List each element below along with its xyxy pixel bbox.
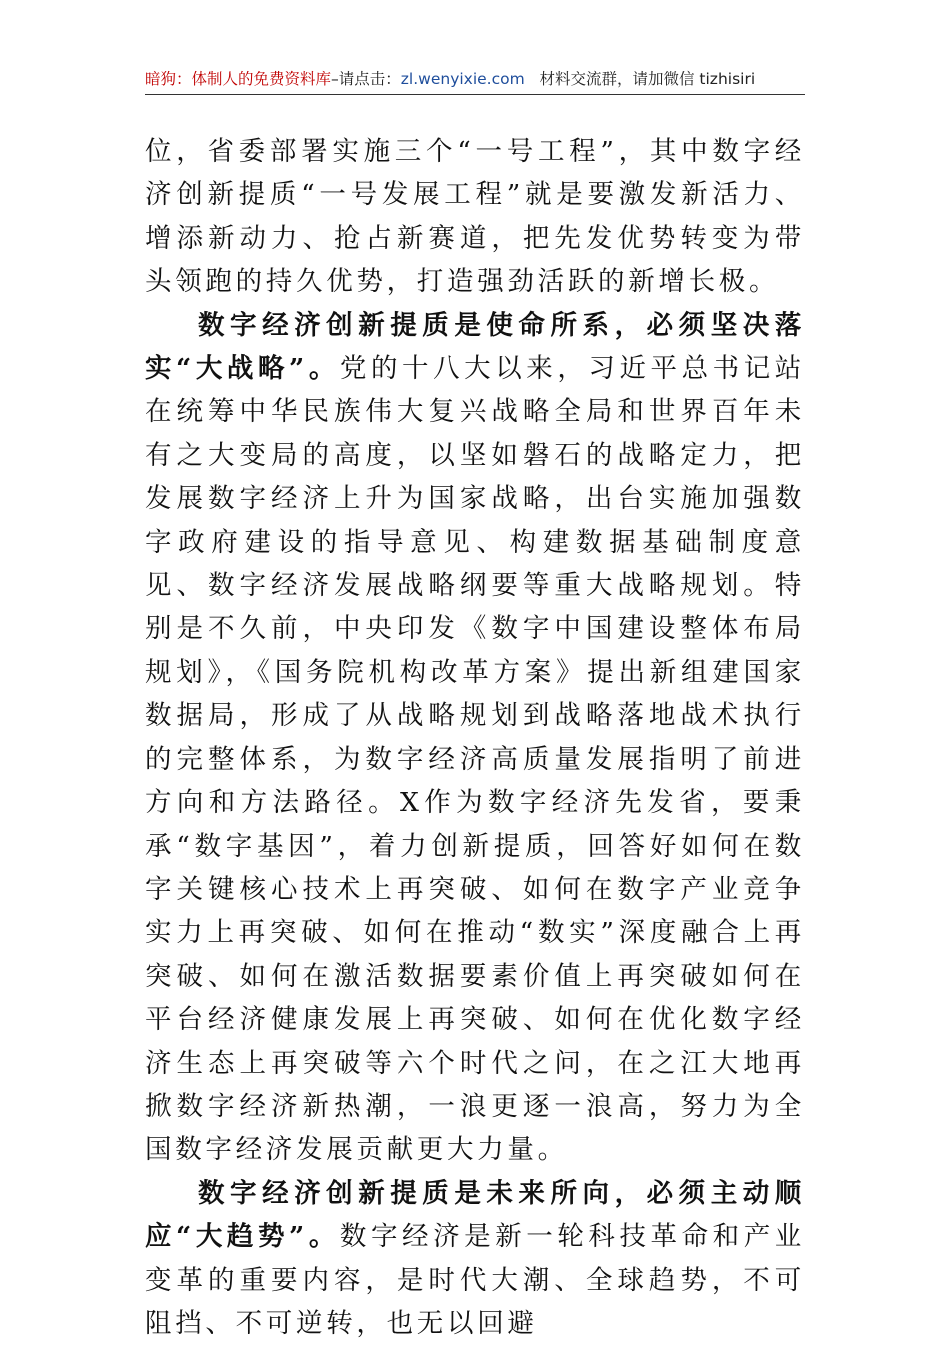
paragraph-2-text: 党的十八大以来，习近平总书记站在统筹中华民族伟大复兴战略全局和世界百年未有之大变局的高度，以坚如磐石的战略定力，把发展数字经济上升为国家战略，出台实施加强数字政府建设的指导意见、构建数据基础制度意见、数字经济发展战略纲要等重大战略规划。特别是不久前，中央印发《数字中国建设整体布局规划》，《国务院机构改革方案》提出新组建国家数据局，形成了从战略规划到战略落地战术执行的完整体系，为数字经济高质量发展指明了前进方向和方法路径。X作为数字经济先发省，要秉承“数字基因”，着力创新提质，回答好如何在数字关键核心技术上再突破、如何在数字产业竞争实力上再突破、如何在推动“数实”深度融合上再突破、如何在激活数据要素价值上再突破如何在平台经济健康发展上再突破、如何在优化数字经济生态上再突破等六个时代之问，在之江大地再掀数字经济新热潮，一浪更逐一浪高，努力为全国数字经济发展贡献更大力量。	[145, 353, 805, 1166]
page-header	[145, 68, 805, 90]
paragraph-1: 位，省委部署实施三个“一号工程”，其中数字经济创新提质“一号发展工程”就是要激发新活力、增添新动力、抢占新赛道，把先发优势转变为带头领跑的持久优势，打造强劲活跃的新增长极。	[145, 136, 805, 298]
header-click-prompt: –请点击：	[331, 70, 401, 88]
header-group-text: 材料交流群，请加微信 tizhisiri	[539, 70, 756, 88]
document-body	[145, 130, 805, 1345]
header-brand: 暗狗：体制人的免费资料库	[145, 70, 332, 88]
paragraph-2	[145, 304, 805, 1172]
paragraph-3-text: 数字经济是新一轮科技革命和产业变革的重要内容，是时代大潮、全球趋势，不可阻挡、不可逆转，也无以回避	[145, 1221, 805, 1339]
header-divider	[145, 94, 805, 95]
header-url-link[interactable]: zl.wenyixie.com	[400, 70, 525, 88]
paragraph-3-heading: 数字经济创新提质是未来所向，必须主动顺应“大趋势”。	[145, 1177, 805, 1253]
paragraph-3	[145, 1172, 805, 1345]
paragraph-2-heading: 数字经济创新提质是使命所系，必须坚决落实“大战略”。	[145, 309, 805, 385]
